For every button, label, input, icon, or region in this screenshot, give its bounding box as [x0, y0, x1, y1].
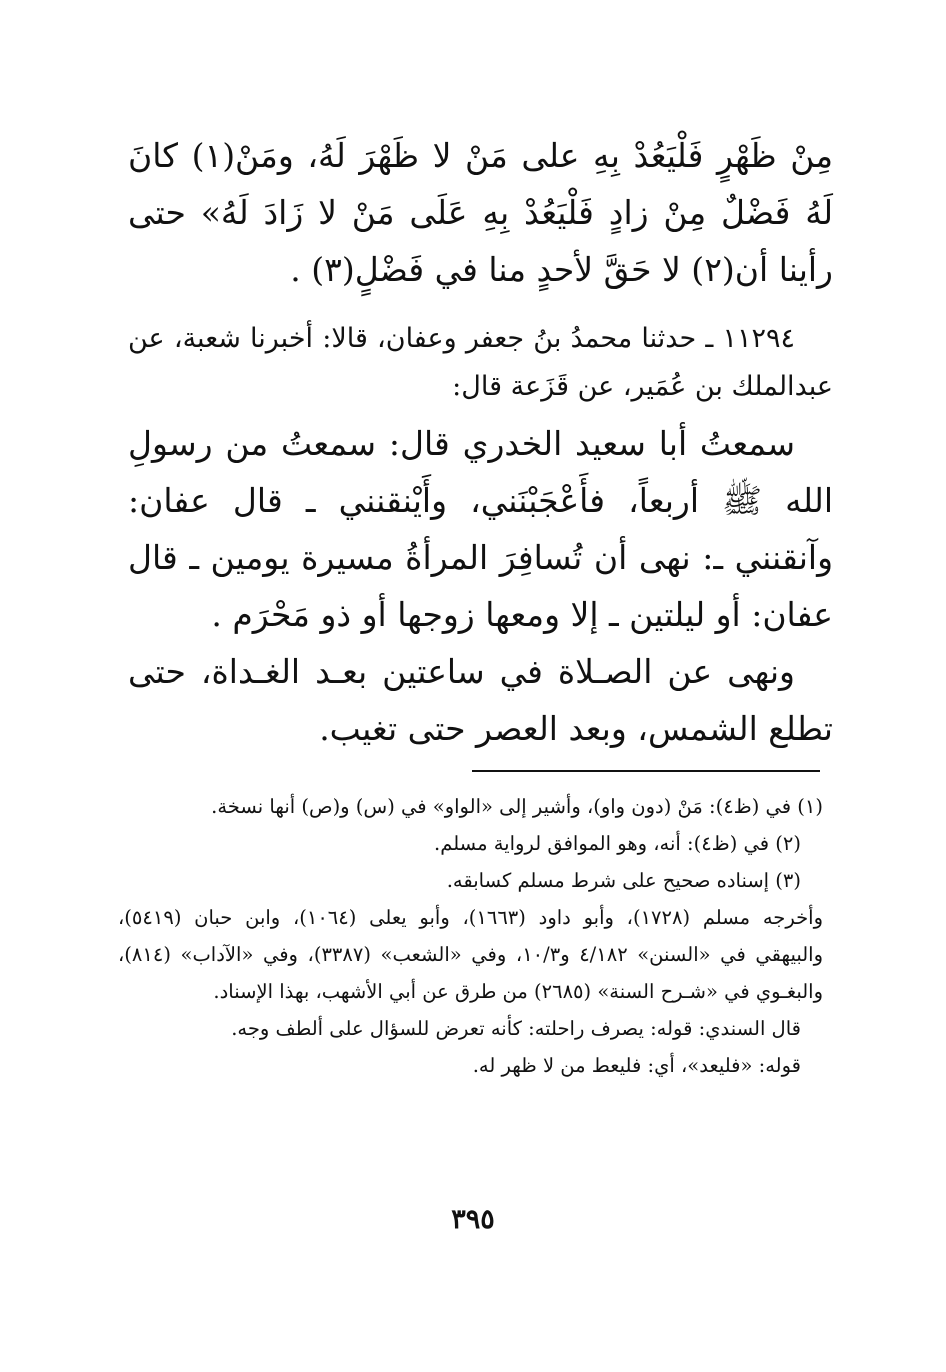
hadith-continuation-paragraph: مِنْ ظَهْرٍ فَلْيَعُدْ بِهِ على مَنْ لا ظَهْرَ لَهُ، ومَنْ(١) كانَ لَهُ فَضْلٌ مِنْ زادٍ فَلْيَعُدْ بِهِ عَلَى مَنْ لا زَادَ لَهُ» حتى رأينا أن(٢) لا حَقَّ لأحدٍ منا في فَضْلٍ(٣) . — [128, 136, 833, 289]
footnote-3-takhrij: وأخرجه مسلم (١٧٢٨)، وأبو داود (١٦٦٣)، وأبو يعلى (١٠٦٤)، وابن حبان (٥٤١٩)، والبيهقي في «السنن» ٤/١٨٢ و١٠/٣، وفي «الشعب» (٣٣٨٧)، وفي «الآداب» (٨١٤)، والبغـوي في «شـرح السنة» (٢٦٨٥) من طرق عن أبي الأشهب، بهذا الإسناد. — [118, 906, 824, 1003]
hadith-isnad-paragraph: ١١٢٩٤ ـ حدثنا محمدُ بنُ جعفر وعفان، قالا: أخبرنا شعبة، عن عبدالملك بن عُمَير، عن قَزَعة قال: — [128, 323, 833, 402]
page-number: ٣٩٥ — [451, 1204, 495, 1235]
footnote-3-sindi-comment: قال السندي: قوله: يصرف راحلته: كأنه تعرض للسؤال على ألطف وجه. — [231, 1017, 801, 1040]
footnotes — [118, 788, 823, 1084]
footnote-3-sindi-comment-2: قوله: «فليعد»، أي: فليعط من لا ظهر له. — [472, 1054, 801, 1077]
footnote-2: (٢) في (ظ٤): أنه، وهو الموافق لرواية مسلم. — [434, 832, 801, 855]
footnote-separator — [472, 770, 820, 772]
footnote-3: (٣) إسناده صحيح على شرط مسلم كسابقه. — [446, 869, 801, 892]
footnote-1: (١) في (ظ٤): مَنْ (دون واو)، وأشير إلى «الواو» في (س) و(ص) أنها نسخة. — [211, 795, 823, 818]
hadith-matn-paragraph-2: ونهى عن الصـلاة في ساعتين بعـد الغـداة، حتى تطلع الشمس، وبعد العصر حتى تغيب. — [128, 652, 833, 748]
hadith-matn-paragraph: سمعتُ أبا سعيد الخدري قال: سمعتُ من رسولِ الله ﷺ أربعاً، فأَعْجَبْنَني، وأَيْنقنني ـ قال عفان: وآنقنني ـ: نهى أن تُسافِرَ المرأةُ مسيرة يومين ـ قال عفان: أو ليلتين ـ إلا ومعها زوجها أو ذو مَحْرَم . — [128, 424, 833, 634]
